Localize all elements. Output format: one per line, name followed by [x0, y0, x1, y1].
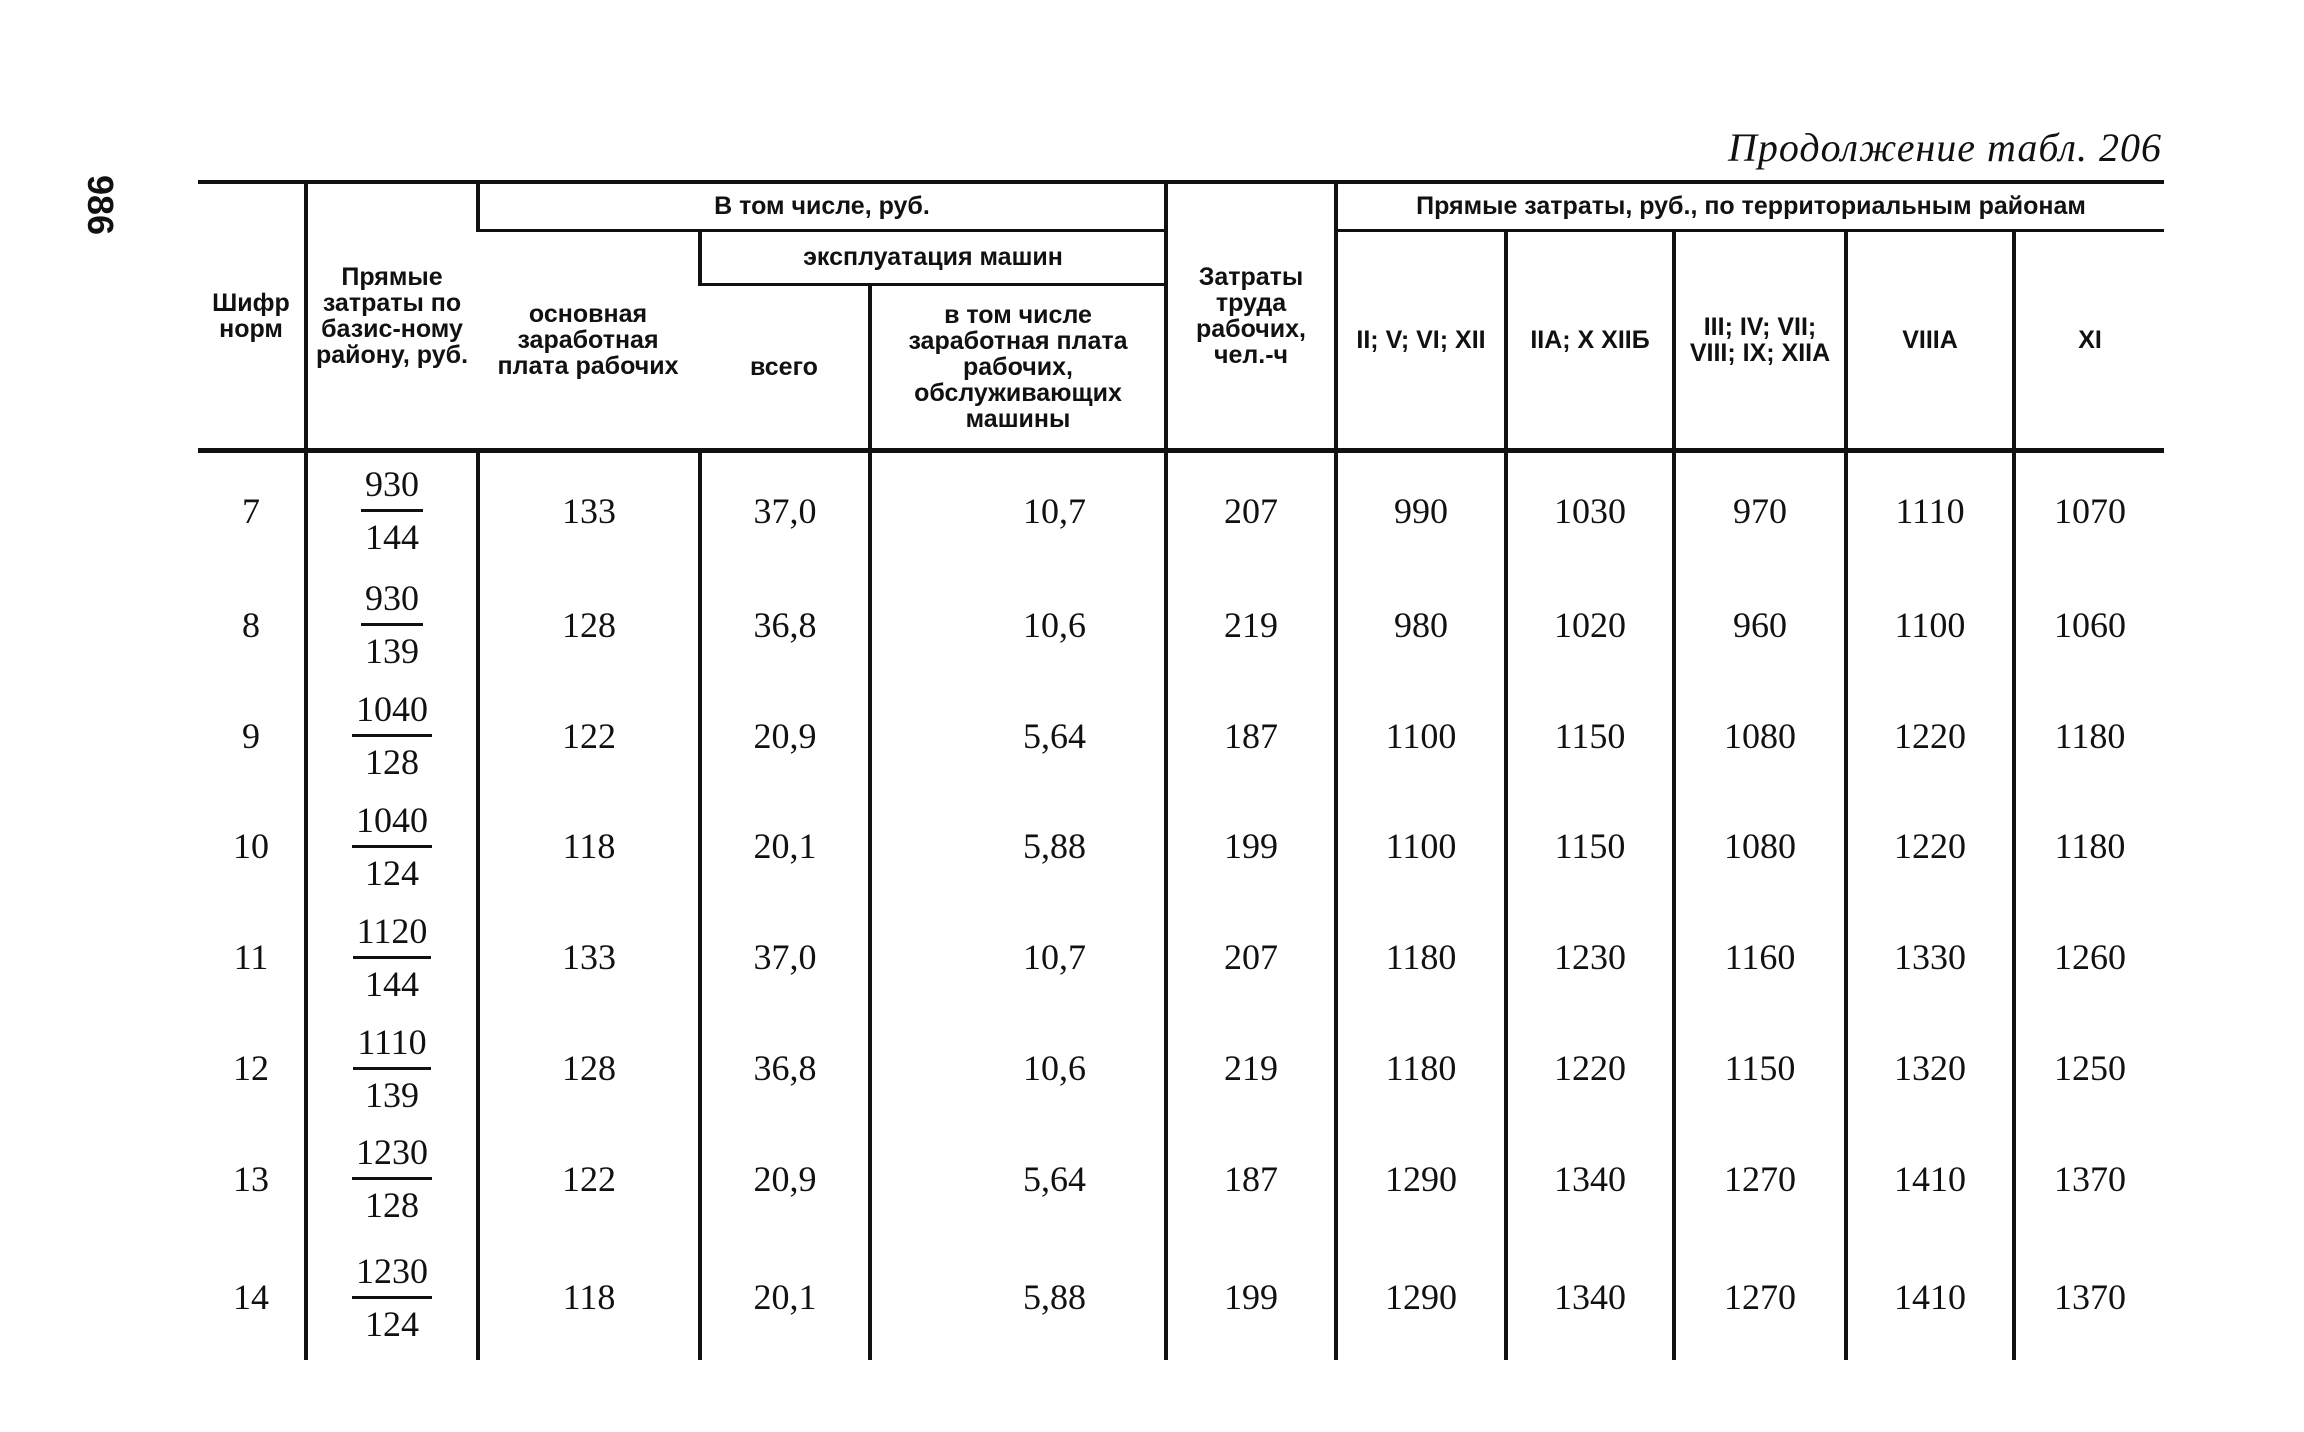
cell-wages: 128: [478, 569, 700, 680]
cost-fraction: [353, 1021, 430, 1116]
cell-machines-wages: 5,88: [870, 1234, 1166, 1360]
cell-region-1: 1180: [1336, 902, 1506, 1013]
cell-labor: 199: [1166, 791, 1336, 902]
cost-numerator: 1110: [353, 1021, 430, 1070]
cell-wages: 118: [478, 1234, 700, 1360]
cell-region-4: 1330: [1846, 902, 2014, 1013]
table-row: [198, 902, 2164, 1013]
cell-code: 11: [233, 937, 269, 978]
cell-labor: 219: [1166, 1013, 1336, 1124]
cell-region-1: 980: [1336, 569, 1506, 680]
header-machines-group: эксплуатация машин: [700, 230, 1166, 284]
page-number: 986: [80, 174, 121, 236]
cost-numerator: 1040: [352, 688, 432, 737]
table-row: [198, 680, 2164, 791]
header-region-2: IIА; X XIIБ: [1506, 230, 1674, 450]
cell-machines-total: 20,9: [700, 1124, 870, 1235]
cell-code: 8: [242, 604, 260, 645]
cost-fraction: [352, 799, 432, 894]
cost-fraction: [353, 910, 432, 1005]
cost-denominator: 139: [365, 631, 419, 672]
cell-region-3: 1080: [1674, 791, 1846, 902]
cell-base-cost: [306, 1124, 478, 1235]
cell-code: 12: [233, 1048, 269, 1089]
cell-region-1: 1180: [1336, 1013, 1506, 1124]
table-caption: Продолжение табл. 206: [1727, 125, 2162, 170]
header-incl-group: В том числе, руб.: [478, 182, 1166, 230]
cost-table: [198, 180, 2164, 1360]
cost-fraction: [352, 1250, 432, 1345]
cell-wages: 122: [478, 680, 700, 791]
cell-machines-total: 20,1: [700, 1234, 870, 1360]
cell-code: 10: [233, 826, 269, 867]
cell-base-cost: [306, 1013, 478, 1124]
cell-labor: 207: [1166, 450, 1336, 569]
table-body: [198, 450, 2164, 1360]
cell-region-3: 1150: [1674, 1013, 1846, 1124]
cell-base-cost: [306, 680, 478, 791]
header-code: Шифр норм: [198, 182, 306, 450]
cell-labor: 199: [1166, 1234, 1336, 1360]
cell-region-5: 1260: [2014, 902, 2164, 1013]
cell-machines-total: 20,9: [700, 680, 870, 791]
cell-region-2: 1340: [1506, 1124, 1674, 1235]
cell-region-2: 1230: [1506, 902, 1674, 1013]
cell-base-cost: [306, 902, 478, 1013]
cell-region-3: 1270: [1674, 1234, 1846, 1360]
cell-labor: 207: [1166, 902, 1336, 1013]
cell-machines-total: 36,8: [700, 1013, 870, 1124]
cost-denominator: 139: [364, 1074, 419, 1115]
cell-machines-total: 36,8: [700, 569, 870, 680]
cost-numerator: 930: [361, 577, 423, 626]
table-row: [198, 1013, 2164, 1124]
cell-machines-wages: 10,6: [870, 569, 1166, 680]
cell-machines-total: 37,0: [700, 450, 870, 569]
cost-denominator: 124: [365, 1303, 419, 1344]
cost-fraction: [352, 688, 432, 783]
cost-denominator: 144: [364, 963, 419, 1004]
header-region-4: VIIIА: [1846, 230, 2014, 450]
cell-labor: 187: [1166, 680, 1336, 791]
cell-region-1: 1100: [1336, 680, 1506, 791]
table-row: [198, 450, 2164, 569]
cell-region-4: 1410: [1846, 1124, 2014, 1235]
cell-labor: 187: [1166, 1124, 1336, 1235]
cost-fraction: [361, 577, 423, 672]
cell-machines-total: 37,0: [700, 902, 870, 1013]
cell-code: 9: [242, 715, 260, 756]
table-row: [198, 1234, 2164, 1360]
cell-region-5: 1180: [2014, 680, 2164, 791]
cell-region-3: 1080: [1674, 680, 1846, 791]
table-header: [198, 182, 2164, 450]
cell-region-5: 1370: [2014, 1234, 2164, 1360]
cost-numerator: 1230: [352, 1250, 432, 1299]
cell-machines-total: 20,1: [700, 791, 870, 902]
cell-wages: 128: [478, 1013, 700, 1124]
cell-wages: 133: [478, 902, 700, 1013]
cell-region-4: 1220: [1846, 680, 2014, 791]
cell-region-4: 1320: [1846, 1013, 2014, 1124]
cell-region-5: 1370: [2014, 1124, 2164, 1235]
table-row: [198, 1124, 2164, 1235]
cell-base-cost: [306, 791, 478, 902]
cell-region-5: 1180: [2014, 791, 2164, 902]
cell-region-4: 1100: [1846, 569, 2014, 680]
cell-region-4: 1410: [1846, 1234, 2014, 1360]
cost-numerator: 1120: [353, 910, 432, 959]
cell-region-1: 1290: [1336, 1234, 1506, 1360]
cost-numerator: 1040: [352, 799, 432, 848]
cost-fraction: [352, 1131, 432, 1226]
cost-denominator: 128: [365, 1185, 419, 1226]
cell-region-2: 1150: [1506, 680, 1674, 791]
cell-machines-wages: 10,7: [870, 450, 1166, 569]
cell-region-3: 1160: [1674, 902, 1846, 1013]
cell-region-4: 1220: [1846, 791, 2014, 902]
cell-base-cost: [306, 1234, 478, 1360]
cell-region-5: 1060: [2014, 569, 2164, 680]
cell-region-2: 1150: [1506, 791, 1674, 902]
header-machines-total: всего: [700, 284, 870, 450]
cost-fraction: [361, 463, 423, 558]
cost-numerator: 930: [361, 463, 423, 512]
header-wages: основная заработная плата рабочих: [478, 230, 700, 450]
cell-code: 14: [233, 1277, 269, 1318]
header-region-1: II; V; VI; XII: [1336, 230, 1506, 450]
cell-region-2: 1030: [1506, 450, 1674, 569]
cell-region-1: 990: [1336, 450, 1506, 569]
cell-machines-wages: 5,64: [870, 680, 1166, 791]
cell-code: 13: [233, 1158, 269, 1199]
cost-denominator: 144: [365, 517, 419, 558]
cell-region-1: 1100: [1336, 791, 1506, 902]
cell-region-3: 970: [1674, 450, 1846, 569]
cost-numerator: 1230: [352, 1131, 432, 1180]
cell-machines-wages: 5,64: [870, 1124, 1166, 1235]
header-regions-group: Прямые затраты, руб., по территориальным районам: [1336, 182, 2164, 230]
cell-base-cost: [306, 569, 478, 680]
header-base-cost: Прямые затраты по базис-ному району, руб.: [306, 182, 478, 450]
table-row: [198, 791, 2164, 902]
cost-denominator: 128: [365, 742, 419, 783]
cell-machines-wages: 5,88: [870, 791, 1166, 902]
cell-region-2: 1340: [1506, 1234, 1674, 1360]
cell-region-1: 1290: [1336, 1124, 1506, 1235]
cell-labor: 219: [1166, 569, 1336, 680]
cell-region-3: 1270: [1674, 1124, 1846, 1235]
table-row: [198, 569, 2164, 680]
header-region-3: III; IV; VII; VIII; IX; XIIА: [1674, 230, 1846, 450]
cell-wages: 133: [478, 450, 700, 569]
header-machines-wages: в том числе заработная плата рабочих, обслуживающих машины: [870, 284, 1166, 450]
cell-region-5: 1070: [2014, 450, 2164, 569]
cell-region-5: 1250: [2014, 1013, 2164, 1124]
cell-machines-wages: 10,6: [870, 1013, 1166, 1124]
cost-denominator: 124: [365, 852, 419, 893]
cell-wages: 118: [478, 791, 700, 902]
header-labor: Затраты труда рабочих, чел.-ч: [1166, 182, 1336, 450]
cell-base-cost: [306, 450, 478, 569]
cell-region-2: 1220: [1506, 1013, 1674, 1124]
header-region-5: XI: [2014, 230, 2164, 450]
cell-wages: 122: [478, 1124, 700, 1235]
cell-region-2: 1020: [1506, 569, 1674, 680]
cell-region-3: 960: [1674, 569, 1846, 680]
cell-code: 7: [242, 490, 260, 531]
cell-machines-wages: 10,7: [870, 902, 1166, 1013]
cell-region-4: 1110: [1846, 450, 2014, 569]
